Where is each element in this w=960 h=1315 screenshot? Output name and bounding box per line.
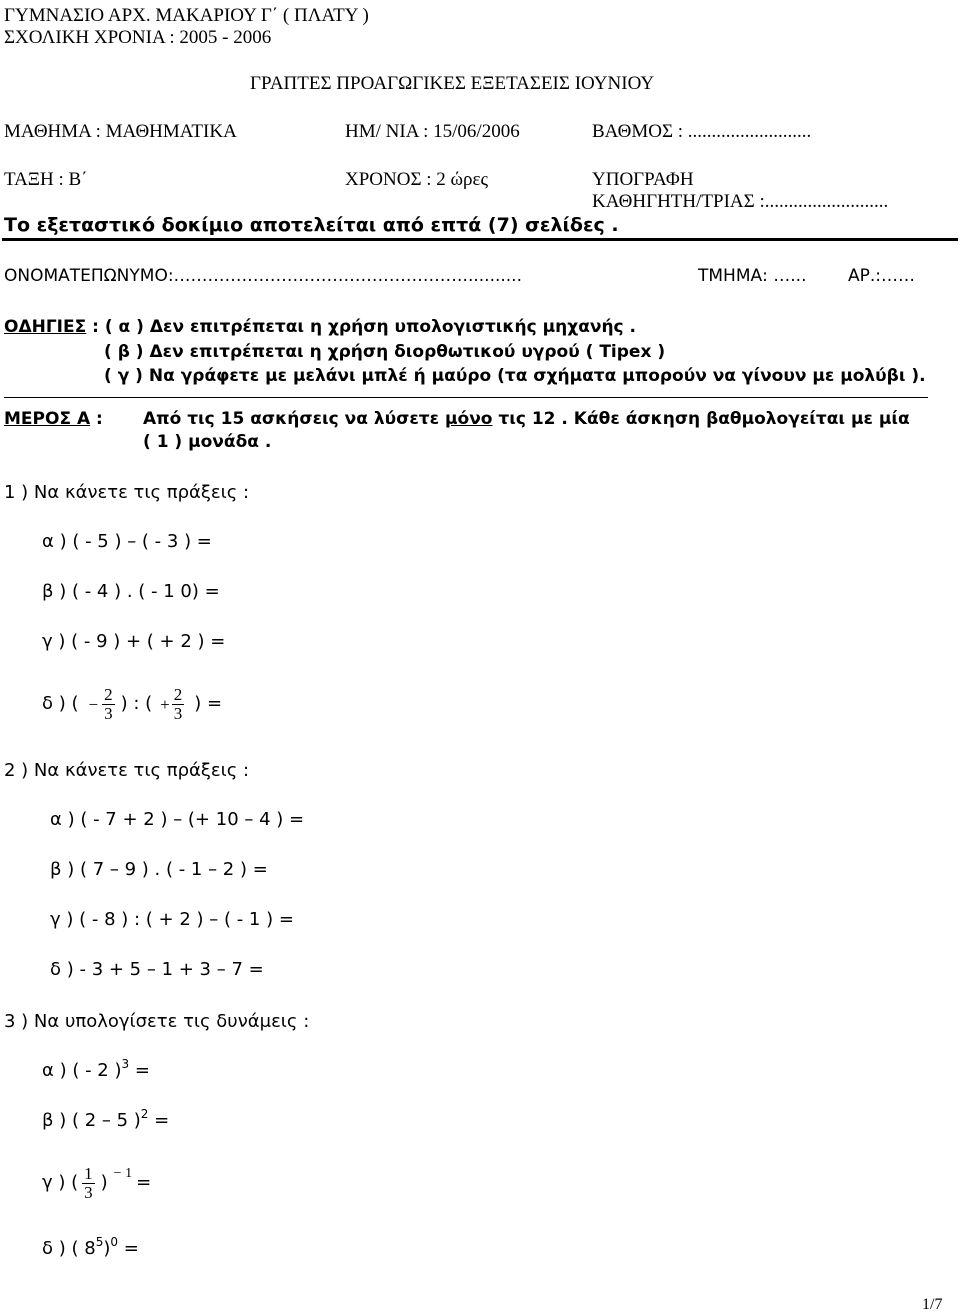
- instruction-a: : ( α ) Δεν επιτρέπεται η χρήση υπολογιστικής μηχανής .: [86, 317, 637, 337]
- q2-item-d: δ ) - 3 + 5 – 1 + 3 – 7 =: [50, 959, 264, 980]
- header-divider: [2, 238, 958, 241]
- instructions-line-a: [4, 319, 636, 336]
- q3-c-end: =: [136, 1172, 152, 1193]
- q1-d-num-2: 2: [173, 684, 183, 704]
- part-a-text-2: τις 12 . Κάθε άσκηση βαθμολογείται με μία: [492, 409, 910, 429]
- instructions-divider: [4, 397, 928, 398]
- part-a-text-only: μόνο: [445, 409, 493, 429]
- instruction-b: ( β ) Δεν επιτρέπεται η χρήση διορθωτικού υγρού ( Tipex ): [104, 342, 666, 362]
- q2-item-b: β ) ( 7 – 9 ) . ( - 1 – 2 ) =: [50, 859, 268, 880]
- q1-d-sign-1: −: [88, 694, 99, 714]
- q2-title: 2 ) Να κάνετε τις πράξεις :: [4, 760, 250, 781]
- q3-d-base: δ ) ( 8: [42, 1238, 96, 1259]
- part-a-heading: [4, 411, 103, 428]
- instruction-c: ( γ ) Να γράφετε με μελάνι μπλέ ή μαύρο (τα σχήματα μπορούν να γίνουν με μολύβι ).: [104, 366, 926, 386]
- signature-field: ΚΑΘΗΓΗΤΗ/ΤΡΙΑΣ :..........................: [592, 191, 889, 212]
- q1-d-end: ) =: [194, 693, 223, 714]
- q1-d-mid: ) : (: [120, 693, 153, 714]
- q1-d-fraction-1: [102, 686, 115, 723]
- q3-item-c: [42, 1160, 151, 1206]
- q1-d-prefix: δ ) (: [42, 693, 79, 714]
- q2-item-c: γ ) ( - 8 ) : ( + 2 ) – ( - 1 ) =: [50, 909, 294, 930]
- q3-d-end: =: [118, 1238, 139, 1259]
- q3-title: 3 ) Να υπολογίσετε τις δυνάμεις :: [4, 1011, 310, 1032]
- subject: ΜΑΘΗΜΑ : ΜΑΘΗΜΑΤΙΚΑ: [4, 121, 237, 142]
- q1-d-den-1: 3: [104, 703, 113, 723]
- q3-d-mid: ): [103, 1238, 111, 1259]
- q3-item-a: [42, 1057, 150, 1081]
- signature-label: ΥΠΟΓΡΑΦΗ: [592, 169, 694, 190]
- part-a-colon: :: [90, 409, 103, 429]
- part-a-text: [143, 411, 910, 428]
- q3-c-num: 1: [84, 1163, 93, 1183]
- school-name: ΓΥΜΝΑΣΙΟ ΑΡΧ. ΜΑΚΑΡΙΟΥ Γ΄ ( ΠΛΑΤΥ ): [4, 5, 369, 26]
- q3-d-exponent-2: 0: [110, 1235, 118, 1249]
- q1-item-d: [42, 682, 222, 726]
- q3-c-fraction: [82, 1165, 95, 1202]
- q3-item-d: [42, 1235, 139, 1259]
- student-section-field: ΤΜΗΜΑ: …...: [698, 266, 807, 286]
- q1-d-fraction-2: [172, 686, 185, 723]
- student-number-field: ΑΡ.:……: [848, 266, 916, 286]
- q3-a-exponent: 3: [121, 1057, 130, 1071]
- school-year: ΣΧΟΛΙΚΗ ΧΡΟΝΙΑ : 2005 - 2006: [4, 27, 272, 48]
- q1-item-c: γ ) ( - 9 ) + ( + 2 ) =: [42, 631, 226, 652]
- q2-item-a: α ) ( - 7 + 2 ) – (+ 10 – 4 ) =: [50, 809, 305, 830]
- q3-a-end: =: [129, 1060, 150, 1081]
- part-a-label: ΜΕΡΟΣ Α: [4, 409, 91, 429]
- q3-c-den: 3: [84, 1182, 93, 1202]
- q3-a-base: α ) ( - 2 ): [42, 1060, 122, 1081]
- q1-d-den-2: 3: [173, 703, 183, 723]
- instructions-label: ΟΔΗΓΙΕΣ: [4, 317, 87, 337]
- part-a-text-3: ( 1 ) μονάδα .: [143, 432, 272, 452]
- exam-time: ΧΡΟΝΟΣ : 2 ώρες: [345, 169, 489, 190]
- page-number: 1/7: [922, 1296, 943, 1313]
- q3-b-base: β ) ( 2 – 5 ): [42, 1110, 141, 1131]
- class: ΤΑΞΗ : Β΄: [4, 169, 88, 190]
- q3-c-close: ): [100, 1172, 108, 1193]
- grade-field: ΒΑΘΜΟΣ : ..........................: [592, 121, 812, 142]
- q3-d-exponent-1: 5: [95, 1235, 104, 1249]
- q3-item-b: [42, 1107, 170, 1131]
- q3-c-exponent: − 1: [113, 1166, 133, 1181]
- exam-date: ΗΜ/ ΝΙΑ : 15/06/2006: [345, 121, 520, 142]
- exam-title: ΓΡΑΠΤΕΣ ΠΡΟΑΓΩΓΙΚΕΣ ΕΞΕΤΑΣΕΙΣ ΙΟΥΝΙΟΥ: [250, 73, 655, 94]
- q1-item-a: α ) ( - 5 ) – ( - 3 ) =: [42, 531, 212, 552]
- part-a-text-1: Από τις 15 ασκήσεις να λύσετε: [143, 409, 446, 429]
- q3-c-prefix: γ ) (: [42, 1172, 79, 1193]
- q1-item-b: β ) ( - 4 ) . ( - 1 0) =: [42, 581, 220, 602]
- q3-b-exponent: 2: [140, 1107, 149, 1121]
- q3-b-end: =: [148, 1110, 170, 1131]
- q1-d-num-1: 2: [104, 684, 113, 704]
- pages-note: Το εξεταστικό δοκίμιο αποτελείται από επτά (7) σελίδες .: [4, 214, 619, 236]
- student-name-field: ΟΝΟΜΑΤΕΠΩΝΥΜΟ:……………………………………………...........: [4, 266, 522, 286]
- q1-d-sign-2: +: [160, 694, 170, 714]
- q1-title: 1 ) Να κάνετε τις πράξεις :: [4, 482, 250, 503]
